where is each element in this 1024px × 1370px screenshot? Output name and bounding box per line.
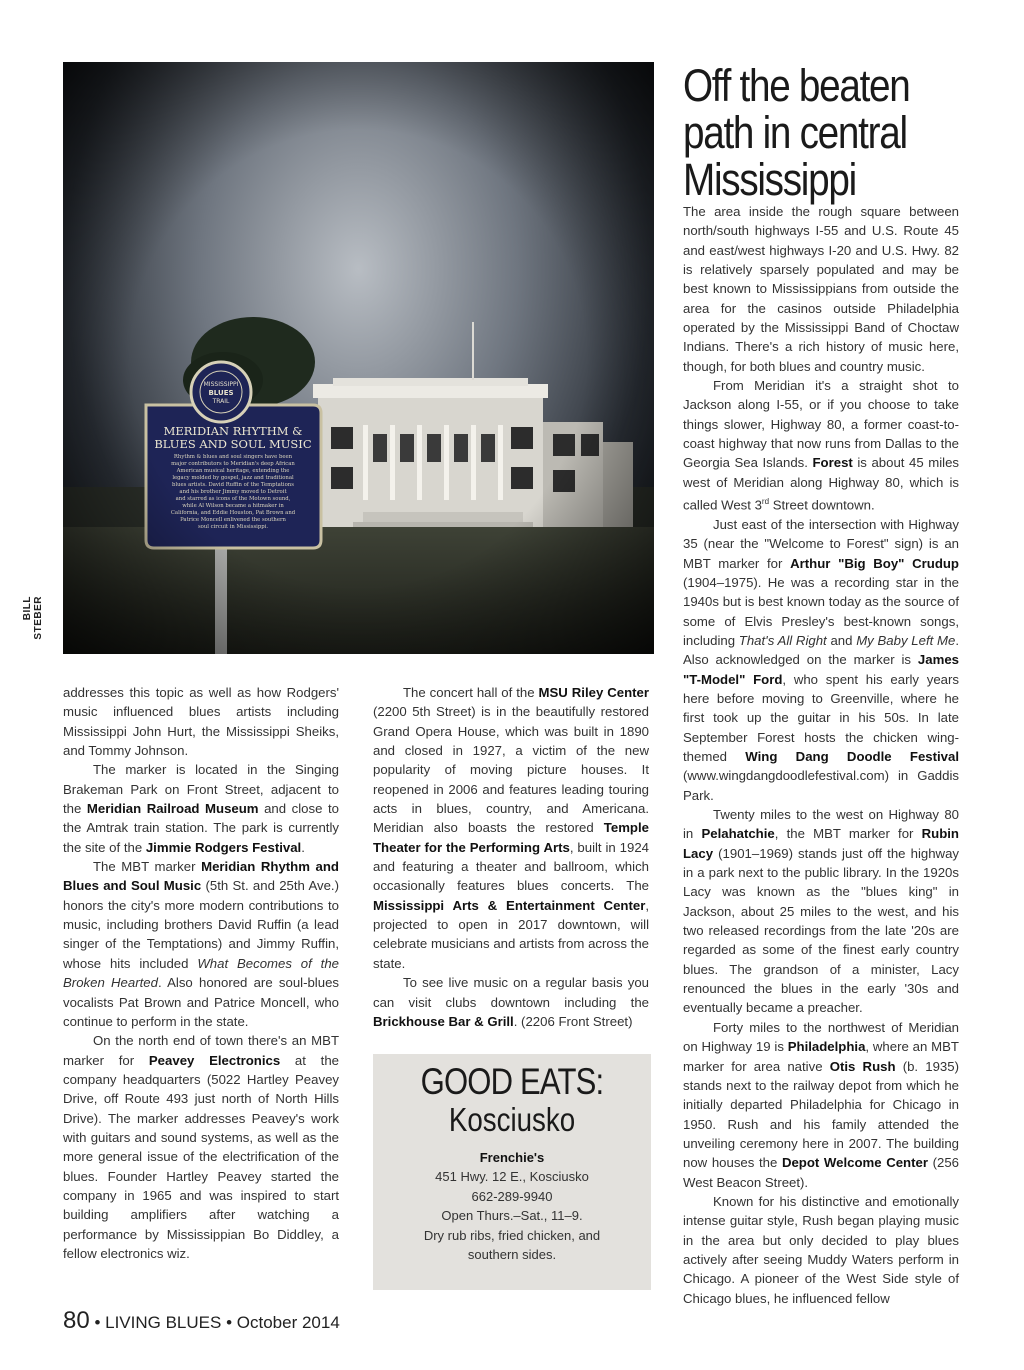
paragraph: From Meridian it's a straight shot to Jackson along I-55, or if you choose to take things slower, Highway 80, a former coast-to-coast highway that now runs from Dallas to the Georgia Sea Islands. Forest is about 45 miles west of Meridian along Highway 80, which is called West 3rd Street downtown.	[683, 378, 959, 513]
photo-credit: BILL STEBER	[22, 596, 44, 640]
paragraph: Known for his distinctive and emotionally intense guitar style, Rush began playing music in the area but only decided to play blues actively after seeing Muddy Waters perform in Chicago. A pioneer of the West Side style of Chicago blues, he influenced fellow	[683, 1193, 959, 1306]
sidebar-subtitle: Kosciusko	[448, 1101, 576, 1138]
paragraph: Forty miles to the northwest of Meridian on Highway 19 is Philadelphia, where an MBT marker for area native Otis Rush (b. 1935) stands next to the railway depot from which he initially departed Philadelphia for Chicago in 1950. Rush and his family attended the unveiling ceremony here in 2007. The building now houses the Depot Welcome Center (256 West Beacon Street).	[683, 1019, 960, 1190]
restaurant-menu-line-2: southern sides.	[467, 1247, 557, 1263]
footer-bullet: •	[94, 1313, 101, 1332]
restaurant-name: Frenchie's	[479, 1150, 545, 1165]
restaurant-address: 451 Hwy. 12 E., Kosciusko	[435, 1169, 589, 1185]
photo-illustration	[63, 62, 654, 654]
footer-bullet: •	[226, 1313, 233, 1332]
page-footer	[63, 1307, 340, 1335]
restaurant-hours: Open Thurs.–Sat., 11–9.	[441, 1208, 583, 1224]
paragraph: The area inside the rough square between north/south highways I-55 and U.S. Route 45 and east/west highways I-20 and U.S. Hwy. 82 is relatively sparsely populated and may be best known to Mississippians from outside the area for the casinos outside Philadelphia operated by the Mississippi Band of Choctaw Indians. There's a rich history of music here, though, for both blues and country music.	[683, 204, 959, 374]
issue-date: October 2014	[236, 1313, 340, 1332]
paragraph: To see live music on a regular basis you can visit clubs downtown including the Brickhouse Bar & Grill. (2206 Front Street)	[373, 975, 649, 1029]
headline-line-2: path in central	[683, 107, 907, 158]
restaurant-phone: 662-289-9940	[471, 1188, 553, 1204]
paragraph: Twenty miles to the west on Highway 80 in Pelahatchie, the MBT marker for Rubin Lacy (1901–1969) stands just off the highway in a park next to the public library. In the 1920s Lacy was known as the "blues king" in Jackson, about 25 miles to the west, and his two released recordings from the late '20s are regarded as some of the finest early country blues. The grandson of a minister, Lacy renounced the blues in the early '30s and eventually became a preacher.	[683, 807, 959, 1016]
paragraph: The marker is located in the Singing Brakeman Park on Front Street, adjacent to the Meridian Railroad Museum and close to the Amtrak train station. The park is currently the site of the Jimmie Rodgers Festival.	[63, 762, 339, 855]
paragraph: addresses this topic as well as how Rodgers' music influenced blues artists including Mississippi John Hurt, the Mississippi Sheiks, and Tommy Johnson.	[63, 685, 339, 759]
page-number: 80	[63, 1307, 90, 1334]
paragraph: The MBT marker Meridian Rhythm and Blues and Soul Music (5th St. and 25th Ave.) honors the city's more modern contributions to music, including brothers David Ruffin (a lead singer of the Temptations) and Jimmy Ruffin, whose hits included What Becomes of the Broken Hearted. Also honored are soul-blues vocalists Pat Brown and Patrice Moncell, who continue to perform in the state.	[63, 859, 339, 1029]
magazine-name: LIVING BLUES	[105, 1313, 222, 1332]
photo-meridian-marker	[63, 62, 654, 654]
paragraph: Just east of the intersection with Highway 35 (near the "Welcome to Forest" sign) is an MBT marker for Arthur "Big Boy" Crudup (1904–1975). He was a recording star in the 1940s but is best known today as the source of some of Elvis Presley's best-known songs, including That's All Right and My Baby Left Me. Also acknowledged on the marker is James "T-Model" Ford, who spent his early years here before moving to Greenville, where he first took up the guitar in his 50s. In late September Forest hosts the chicken wing-themed Wing Dang Doodle Festival (www.wingdangdoodlefestival.com) in Gaddis Park.	[683, 516, 960, 803]
good-eats-sidebar	[373, 1054, 651, 1290]
headline-line-1: Off the beaten	[683, 60, 910, 111]
paragraph: The concert hall of the MSU Riley Center (2200 5th Street) is in the beautifully restored Grand Opera House, which was built in 1890 and closed in 1927, a victim of the new popularity of moving picture houses. It reopened in 2006 and features leading touring acts in blues, country, and Americana. Meridian also boasts the restored Temple Theater for the Performing Arts, built in 1924 and featuring a theater and ballroom, which occasionally features blues concerts. The Mississippi Arts & Entertainment Center, projected to open in 2017 downtown, will celebrate musicians and artists from across the state.	[373, 685, 650, 971]
paragraph: On the north end of town there's an MBT marker for Peavey Electronics at the company headquarters (5022 Hartley Peavey Drive, off Route 493 just north of North Hills Drive). The marker addresses Peavey's work with guitars and sound systems, as well as the more general issue of the electrification of the blues. Founder Hartley Peavey started the company in 1965 and was inspired to start building amplifiers after watching a performance by Mississippian Bo Diddley, a fellow electronics wiz.	[63, 1033, 339, 1261]
article-headline	[683, 62, 941, 203]
article-column-2	[373, 683, 649, 1031]
sidebar-title: GOOD EATS:	[420, 1061, 604, 1102]
restaurant-menu-line-1: Dry rub ribs, fried chicken, and	[423, 1227, 601, 1243]
headline-line-3: Mississippi	[683, 154, 856, 205]
article-column-3	[683, 202, 959, 1308]
article-column-1	[63, 683, 339, 1263]
